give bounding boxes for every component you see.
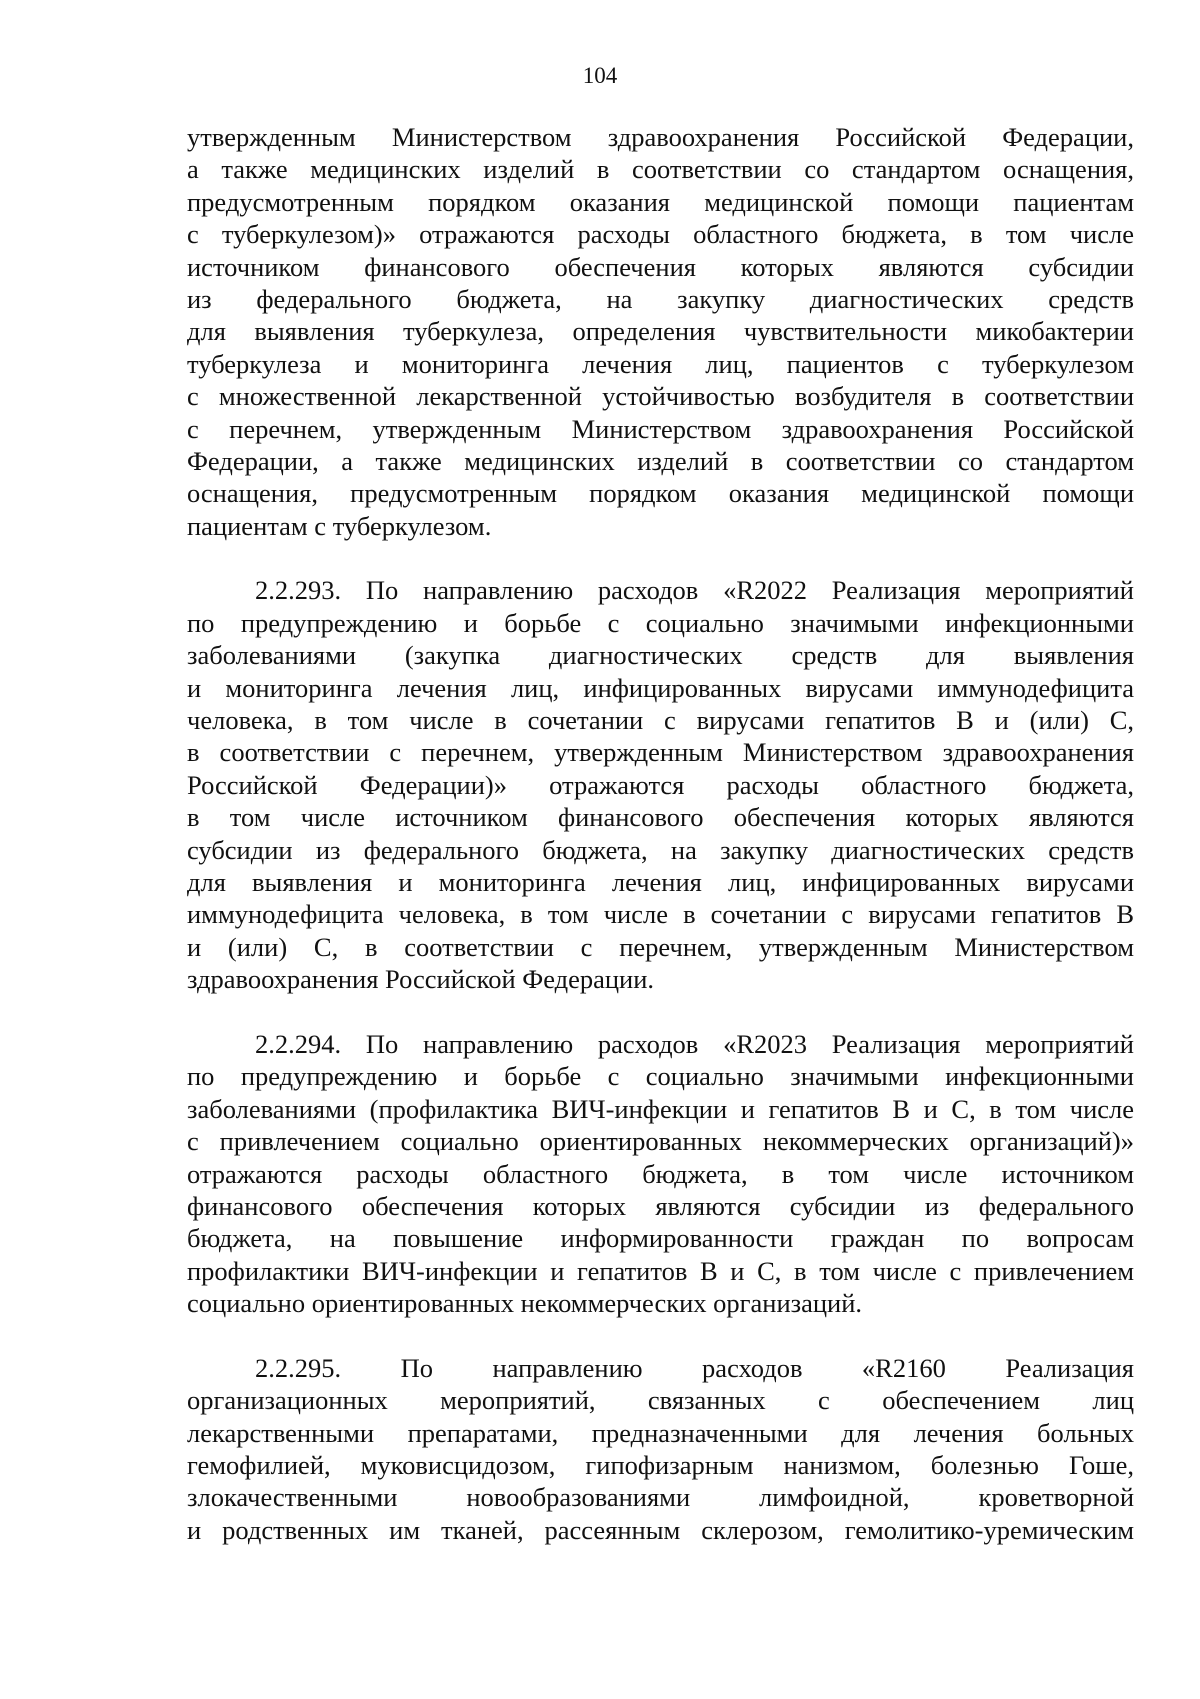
paragraph-2-2-294: [187, 1028, 1134, 1320]
paragraph-2-2-295: [187, 1352, 1134, 1546]
text-line: заболеваниями (профилактика ВИЧ-инфекции и гепатитов B и C, в том числе: [187, 1093, 1134, 1124]
paragraph-continuation: [187, 121, 1134, 542]
text-line: пациентам с туберкулезом.: [187, 510, 492, 541]
text-line: предусмотренным порядком оказания медицинской помощи пациентам: [187, 186, 1134, 217]
text-line: по предупреждению и борьбе с социально значимыми инфекционными: [187, 607, 1134, 638]
text-line: источником финансового обеспечения которых являются субсидии: [187, 251, 1134, 282]
text-line: человека, в том числе в сочетании с вирусами гепатитов B и (или) C,: [187, 705, 1134, 736]
text-line: и мониторинга лечения лиц, инфицированных вирусами иммунодефицита: [187, 672, 1134, 703]
text-line: бюджета, на повышение информированности граждан по вопросам: [187, 1223, 1134, 1254]
text-line: 2.2.293. По направлению расходов «R2022 Реализация мероприятий: [255, 575, 1134, 606]
text-line: с перечнем, утвержденным Министерством здравоохранения Российской: [187, 413, 1134, 444]
text-line: с множественной лекарственной устойчивостью возбудителя в соответствии: [187, 381, 1134, 412]
text-line: иммунодефицита человека, в том числе в сочетании с вирусами гепатитов B: [187, 899, 1134, 930]
text-line: с туберкулезом)» отражаются расходы областного бюджета, в том числе: [187, 219, 1134, 250]
text-line: а также медицинских изделий в соответствии со стандартом оснащения,: [187, 154, 1134, 185]
text-line: с привлечением социально ориентированных некоммерческих организаций)»: [187, 1126, 1134, 1157]
paragraph-2-2-293: [187, 574, 1134, 995]
text-line: отражаются расходы областного бюджета, в том числе источником: [187, 1158, 1134, 1189]
text-line: и (или) C, в соответствии с перечнем, утвержденным Министерством: [187, 931, 1134, 962]
text-line: для выявления туберкулеза, определения чувствительности микобактерии: [187, 316, 1134, 347]
text-line: в соответствии с перечнем, утвержденным Министерством здравоохранения: [187, 737, 1134, 768]
text-line: из федерального бюджета, на закупку диагностических средств: [187, 283, 1134, 314]
text-line: по предупреждению и борьбе с социально значимыми инфекционными: [187, 1061, 1134, 1092]
text-line: Российской Федерации)» отражаются расходы областного бюджета,: [187, 769, 1134, 800]
text-line: туберкулеза и мониторинга лечения лиц, пациентов с туберкулезом: [187, 348, 1134, 379]
text-line: здравоохранения Российской Федерации.: [187, 964, 655, 995]
text-line: социально ориентированных некоммерческих организаций.: [187, 1288, 863, 1319]
page-number: 104: [582, 63, 618, 88]
text-line: организационных мероприятий, связанных с обеспечением лиц: [187, 1385, 1134, 1416]
text-line: 2.2.294. По направлению расходов «R2023 Реализация мероприятий: [255, 1028, 1134, 1059]
text-line: и родственных им тканей, рассеянным склерозом, гемолитико-уремическим: [187, 1514, 1134, 1545]
text-line: субсидии из федерального бюджета, на закупку диагностических средств: [187, 834, 1134, 865]
text-line: 2.2.295. По направлению расходов «R2160 Реализация: [255, 1352, 1134, 1383]
text-line: финансового обеспечения которых являются субсидии из федерального: [187, 1190, 1134, 1221]
text-line: лекарственными препаратами, предназначенными для лечения больных: [187, 1417, 1134, 1448]
text-line: Федерации, а также медицинских изделий в соответствии со стандартом: [187, 445, 1134, 476]
text-line: для выявления и мониторинга лечения лиц, инфицированных вирусами: [187, 866, 1134, 897]
text-line: профилактики ВИЧ-инфекции и гепатитов B и C, в том числе с привлечением: [187, 1255, 1134, 1286]
text-line: гемофилией, муковисцидозом, гипофизарным нанизмом, болезнью Гоше,: [187, 1450, 1134, 1481]
text-line: злокачественными новообразованиями лимфоидной, кроветворной: [187, 1482, 1134, 1513]
text-line: в том числе источником финансового обеспечения которых являются: [187, 802, 1134, 833]
document-body: [187, 121, 1134, 1546]
text-line: заболеваниями (закупка диагностических средств для выявления: [187, 640, 1134, 671]
text-line: утвержденным Министерством здравоохранения Российской Федерации,: [187, 122, 1134, 152]
text-line: оснащения, предусмотренным порядком оказания медицинской помощи: [187, 478, 1134, 509]
